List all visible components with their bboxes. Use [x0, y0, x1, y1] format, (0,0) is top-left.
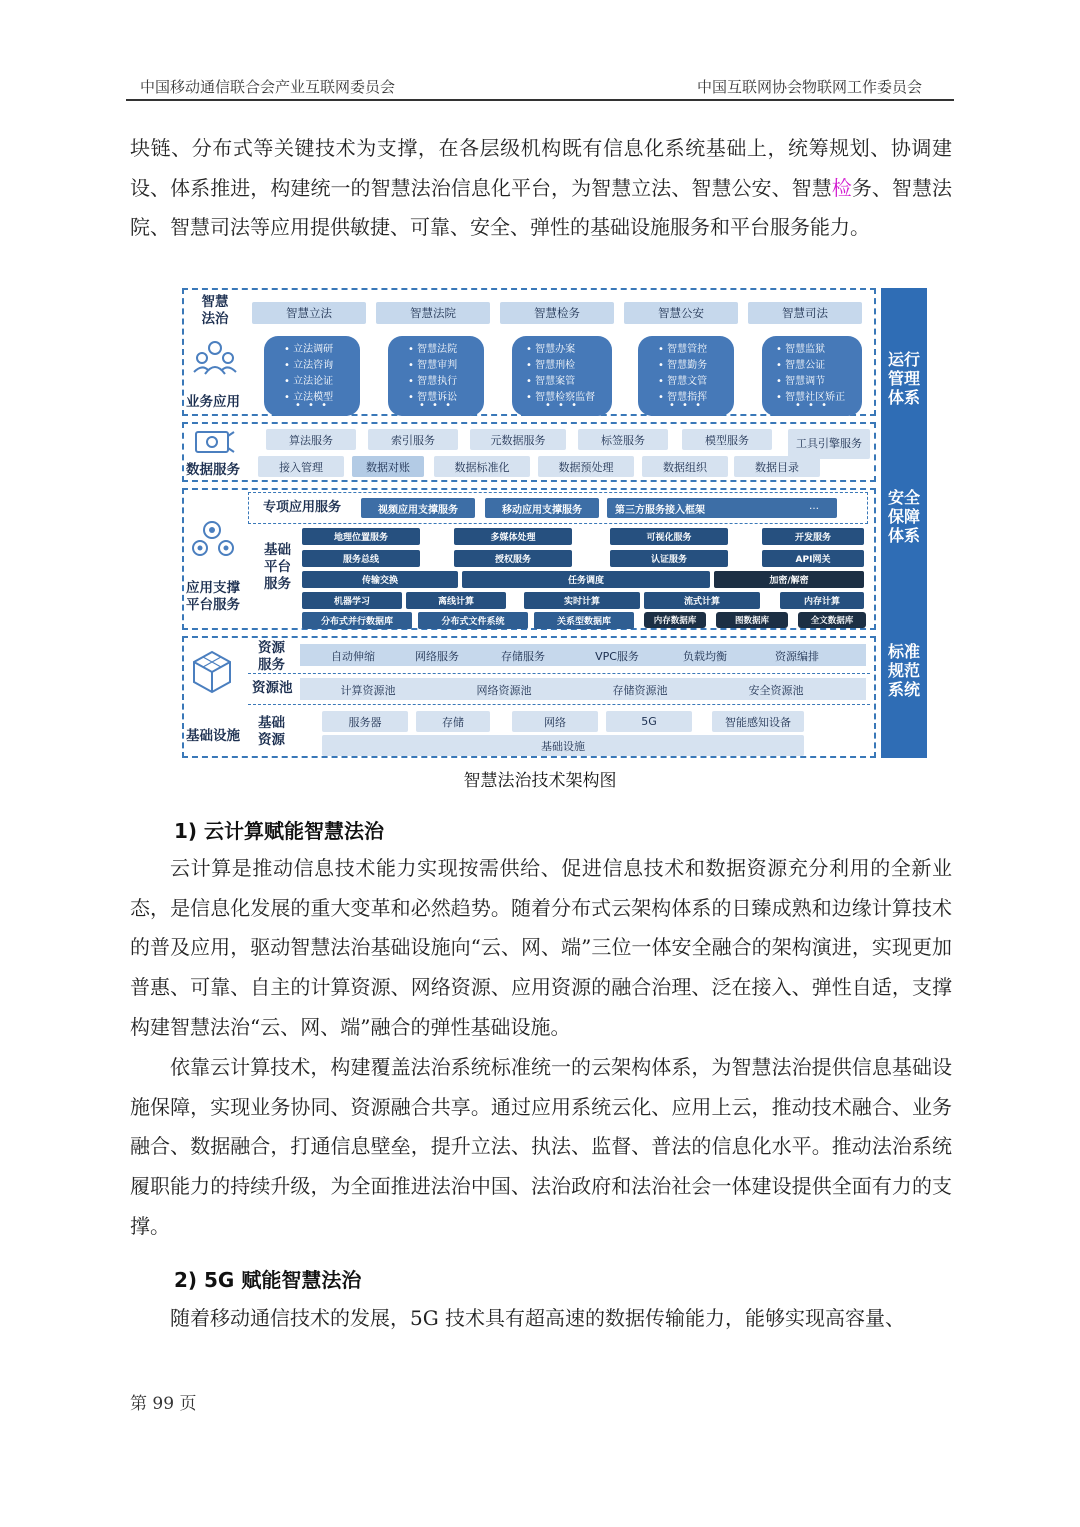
- apps-layer: [182, 288, 876, 416]
- platform-service: 内存数据库: [644, 612, 706, 628]
- bubble-item: • 智慧审判: [408, 358, 484, 374]
- intro-text-2: 务、智慧法院、智慧司法等应用提供敏捷、可靠、安全、弹性的基础设施服务和平台服务能力。: [130, 175, 953, 240]
- app-tab-gongan: 智慧公安: [624, 302, 738, 324]
- platform-service: API网关: [762, 550, 864, 567]
- pool-label: 资源池: [252, 680, 293, 696]
- bubble-item: • 智慧检察监督: [526, 390, 612, 406]
- users-icon: [192, 338, 238, 378]
- server-icon: [194, 428, 236, 456]
- cube-icon: [192, 650, 232, 694]
- bubble-item: • 立法模型: [284, 390, 360, 406]
- intro-paragraph: [130, 129, 952, 248]
- bubble-more: • • •: [544, 400, 580, 411]
- data-service: 算法服务: [266, 429, 356, 450]
- app-bubble: [638, 336, 734, 416]
- data-service: 接入管理: [258, 456, 344, 477]
- platform-service: 多媒体处理: [454, 528, 572, 545]
- data-service: 数据目录: [734, 456, 820, 477]
- special-service: 移动应用支撑服务: [485, 498, 599, 518]
- bubble-item: • 智慧公证: [776, 358, 862, 374]
- bubble-item: • 智慧刑检: [526, 358, 612, 374]
- page-number: 第 99 页: [130, 1394, 197, 1414]
- bubble-item: • 智慧办案: [526, 342, 612, 358]
- pool-item: 存储资源池: [612, 683, 668, 697]
- platform-service: 机器学习: [302, 592, 402, 609]
- apps-layer-title: 智慧法治: [201, 294, 229, 327]
- res-service: 存储服务: [501, 649, 545, 663]
- platform-service: 图数据库: [716, 612, 788, 628]
- bubble-item: • 立法调研: [284, 342, 360, 358]
- platform-service: 实时计算: [524, 592, 640, 609]
- figure-caption: 智慧法治技术架构图: [463, 771, 617, 791]
- bubble-item: • 智慧调节: [776, 374, 862, 390]
- special-services-box: [248, 492, 868, 524]
- bubble-item: • 智慧法院: [408, 342, 484, 358]
- app-bubble: [264, 336, 360, 416]
- side-label-ops: 运行管理体系: [887, 350, 920, 407]
- intro-text-1: 块链、分布式等关键技术为支撑，在各层级机构既有信息化系统基础上，统筹规划、协调建设、体系推进，构建统一的智慧法治信息化平台，为智慧立法、智慧公安、智慧: [130, 136, 952, 200]
- apps-layer-label: 业务应用: [186, 394, 240, 410]
- res-service: 网络服务: [415, 649, 459, 663]
- app-tab-jianwu: 智慧检务: [500, 302, 614, 324]
- section-heading: 1) 云计算赋能智慧法治: [174, 819, 385, 843]
- platform-service: 加密/解密: [714, 571, 864, 588]
- base-resource: 服务器: [322, 711, 408, 732]
- platform-service: 任务调度: [462, 571, 710, 588]
- special-service: 第三方服务接入框架: [607, 498, 837, 518]
- bubble-item: • 智慧案管: [526, 374, 612, 390]
- body-paragraph: 云计算是推动信息技术能力实现按需供给、促进信息技术和数据资源充分利用的全新业态，是信息化发展的重大变革和必然趋势。随着分布式云架构体系的日臻成熟和边缘计算技术的普及应用，驱动智慧法治基础设施向“云、网、端”三位一体安全融合的架构演进，实现更加普惠、可靠、自主的计算资源、网络资源、应用资源的融合治理、泛在接入、弹性自适，支撑构建智慧法治“云、网、端”融合的弹性基础设施。: [130, 856, 952, 1039]
- bubble-more: • • •: [418, 400, 454, 411]
- data-layer-label: 数据服务: [186, 462, 240, 478]
- platform-service: 开发服务: [762, 528, 864, 545]
- base-resource: 网络: [512, 711, 598, 732]
- res-service: VPC服务: [595, 649, 639, 663]
- data-service: 数据对账: [352, 456, 424, 477]
- section-heading: 2) 5G 赋能智慧法治: [174, 1268, 362, 1292]
- platform-service: 地理位置服务: [302, 528, 420, 545]
- platform-service: 传输交换: [302, 571, 458, 588]
- base-resource: 5G: [606, 711, 692, 732]
- data-layer: [182, 422, 876, 482]
- intro-highlight: 检: [831, 175, 852, 200]
- bubble-item: • 智慧监狱: [776, 342, 862, 358]
- base-infra-bar: 基础设施: [322, 735, 804, 756]
- side-label-standards: 标准规范系统: [887, 642, 920, 699]
- data-service: 数据标准化: [434, 456, 530, 477]
- res-service: 资源编排: [775, 649, 819, 663]
- pool-item: 计算资源池: [340, 683, 396, 697]
- platform-service: 全文数据库: [798, 612, 866, 628]
- header-divider: [126, 99, 954, 101]
- app-bubble: [388, 336, 484, 416]
- platform-service: 关系型数据库: [534, 612, 634, 629]
- body-paragraph: 随着移动通信技术的发展，5G 技术具有超高速的数据传输能力，能够实现高容量、: [170, 1306, 906, 1330]
- base-resources-label: 基础资源: [258, 715, 285, 748]
- platform-service: 服务总线: [302, 550, 420, 567]
- platform-layer-label: 应用支撑平台服务: [186, 580, 240, 613]
- bubble-more: • • •: [794, 400, 830, 411]
- data-service: 模型服务: [682, 429, 772, 450]
- management-side-bar: [881, 288, 927, 758]
- body-paragraph: 依靠云计算技术，构建覆盖法治系统标准统一的云架构体系，为智慧法治提供信息基础设施保障，实现业务协同、资源融合共享。通过应用系统云化、应用上云，推动技术融合、业务融合、数据融合，打通信息壁垒，提升立法、执法、监督、普法的信息化水平。推动法治系统履职能力的持续升级，为全面推进法治中国、法治政府和法治社会一体建设提供全面有力的支撑。: [130, 1055, 952, 1238]
- base-resource: 智能感知设备: [712, 711, 804, 732]
- base-resources-row: [248, 704, 870, 756]
- pool-item: 安全资源池: [748, 683, 804, 697]
- platform-service: 内存计算: [780, 592, 864, 609]
- special-services-label: 专项应用服务: [263, 500, 342, 515]
- app-tab-sifa: 智慧司法: [748, 302, 862, 324]
- architecture-diagram: [178, 284, 930, 760]
- infra-layer: [182, 636, 876, 758]
- res-service-label: 资源服务: [258, 640, 285, 673]
- app-bubble: [512, 336, 612, 416]
- bubble-item: • 智慧勤务: [658, 358, 734, 374]
- platform-service: 授权服务: [454, 550, 572, 567]
- data-service: 索引服务: [368, 429, 458, 450]
- bubble-item: • 立法咨询: [284, 358, 360, 374]
- bubble-more: • • •: [294, 400, 330, 411]
- header-left: 中国移动通信联合会产业互联网委员会: [140, 78, 396, 96]
- bubble-item: • 智慧执行: [408, 374, 484, 390]
- pool-item: 网络资源池: [476, 683, 532, 697]
- bubble-item: • 智慧指挥: [658, 390, 734, 406]
- platform-service: 分布式并行数据库: [302, 612, 412, 629]
- platform-service: 可视化服务: [610, 528, 728, 545]
- bubble-item: • 智慧社区矫正: [776, 390, 862, 406]
- data-service: 元数据服务: [470, 429, 566, 450]
- platform-layer: [182, 488, 876, 630]
- platform-service: 离线计算: [406, 592, 506, 609]
- infra-layer-label: 基础设施: [186, 728, 240, 744]
- app-tab-lifa: 智慧立法: [252, 302, 366, 324]
- side-label-security: 安全保障体系: [887, 488, 920, 545]
- data-service: 数据组织: [642, 456, 728, 477]
- bubble-item: • 智慧文管: [658, 374, 734, 390]
- base-resource: 存储: [416, 711, 490, 732]
- bubble-item: • 立法论证: [284, 374, 360, 390]
- data-service: 数据预处理: [538, 456, 634, 477]
- data-service: 标签服务: [578, 429, 668, 450]
- header-right: 中国互联网协会物联网工作委员会: [697, 78, 923, 96]
- res-service-row: [248, 638, 870, 674]
- res-service: 自动伸缩: [331, 649, 375, 663]
- app-tab-fayuan: 智慧法院: [376, 302, 490, 324]
- bubble-item: • 智慧诉讼: [408, 390, 484, 406]
- bubble-item: • 智慧管控: [658, 342, 734, 358]
- data-service: 工具引擎服务: [788, 429, 870, 459]
- pool-row: [248, 676, 870, 702]
- gears-icon: [190, 518, 238, 558]
- platform-service: 认证服务: [610, 550, 728, 567]
- platform-service: 流式计算: [644, 592, 760, 609]
- res-service: 负载均衡: [683, 649, 727, 663]
- platform-service: 分布式文件系统: [418, 612, 528, 629]
- app-bubble: [762, 336, 862, 416]
- special-service: 视频应用支撑服务: [361, 498, 475, 518]
- bubble-more: • • •: [668, 400, 704, 411]
- base-platform-label: 基础平台服务: [264, 542, 291, 592]
- special-service-more: …: [809, 501, 819, 512]
